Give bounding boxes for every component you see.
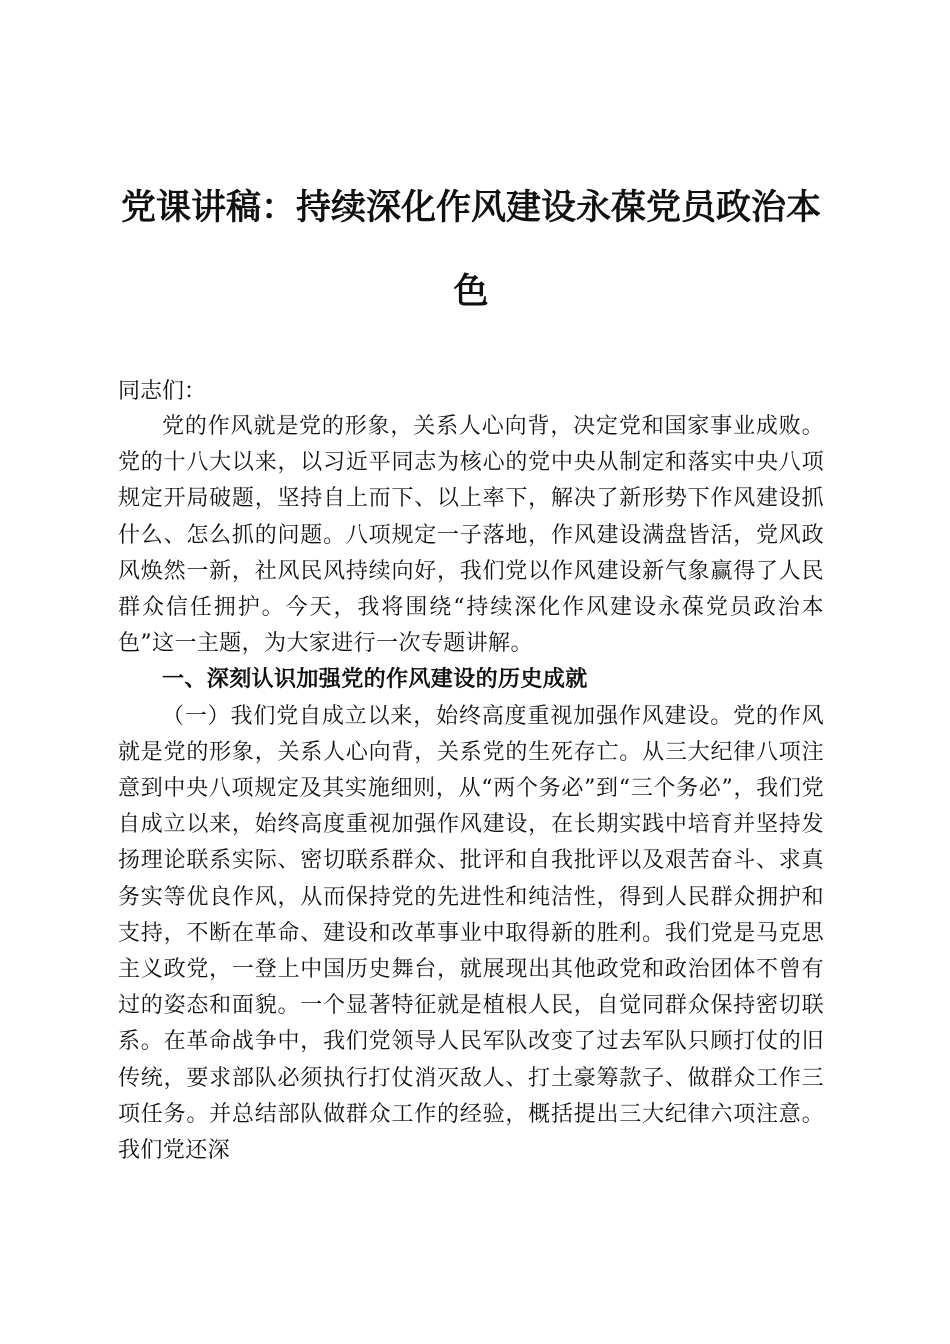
title-line-2: 色 (453, 272, 489, 312)
section-heading: 一、深刻认识加强党的作风建设的历史成就 (162, 667, 588, 693)
document-title (118, 166, 824, 334)
body-paragraph: 党的作风就是党的形象，关系人心向背，决定党和国家事业成败。党的十八大以来，以习近平同志为核心的党中央从制定和落实中央八项规定开局破题，坚持自上而下、以上率下，解决了新形势下作风建设抓什么、怎么抓的问题。八项规定一子落地，作风建设满盘皆活，党风政风焕然一新，社风民风持续向好，我们党以作风建设新气象赢得了人民群众信任拥护。今天，我将围绕“持续深化作风建设永葆党员政治本色”这一主题，为大家进行一次专题讲解。 (118, 414, 824, 657)
title-line-1: 党课讲稿：持续深化作风建设永葆党员政治本 (120, 188, 821, 228)
salutation: 同志们： (118, 379, 207, 404)
document-page (118, 166, 824, 1169)
body-paragraph: （一）我们党自成立以来，始终高度重视加强作风建设。党的作风就是党的形象，关系人心向背，关系党的生死存亡。从三大纪律八项注意到中央八项规定及其实施细则，从“两个务必”到“三个务必”，我们党自成立以来，始终高度重视加强作风建设，在长期实践中培育并坚持发扬理论联系实际、密切联系群众、批评和自我批评以及艰苦奋斗、求真务实等优良作风，从而保持党的先进性和纯洁性，得到人民群众拥护和支持，不断在革命、建设和改革事业中取得新的胜利。我们党是马克思主义政党，一登上中国历史舞台，就展现出其他政党和政治团体不曾有过的姿态和面貌。一个显著特征就是植根人民，自觉同群众保持密切联系。在革命战争中，我们党领导人民军队改变了过去军队只顾打仗的旧传统，要求部队必须执行打仗消灭敌人、打土豪筹款子、做群众工作三项任务。并总结部队做群众工作的经验，概括提出三大纪律六项注意。我们党还深 (118, 703, 824, 1164)
